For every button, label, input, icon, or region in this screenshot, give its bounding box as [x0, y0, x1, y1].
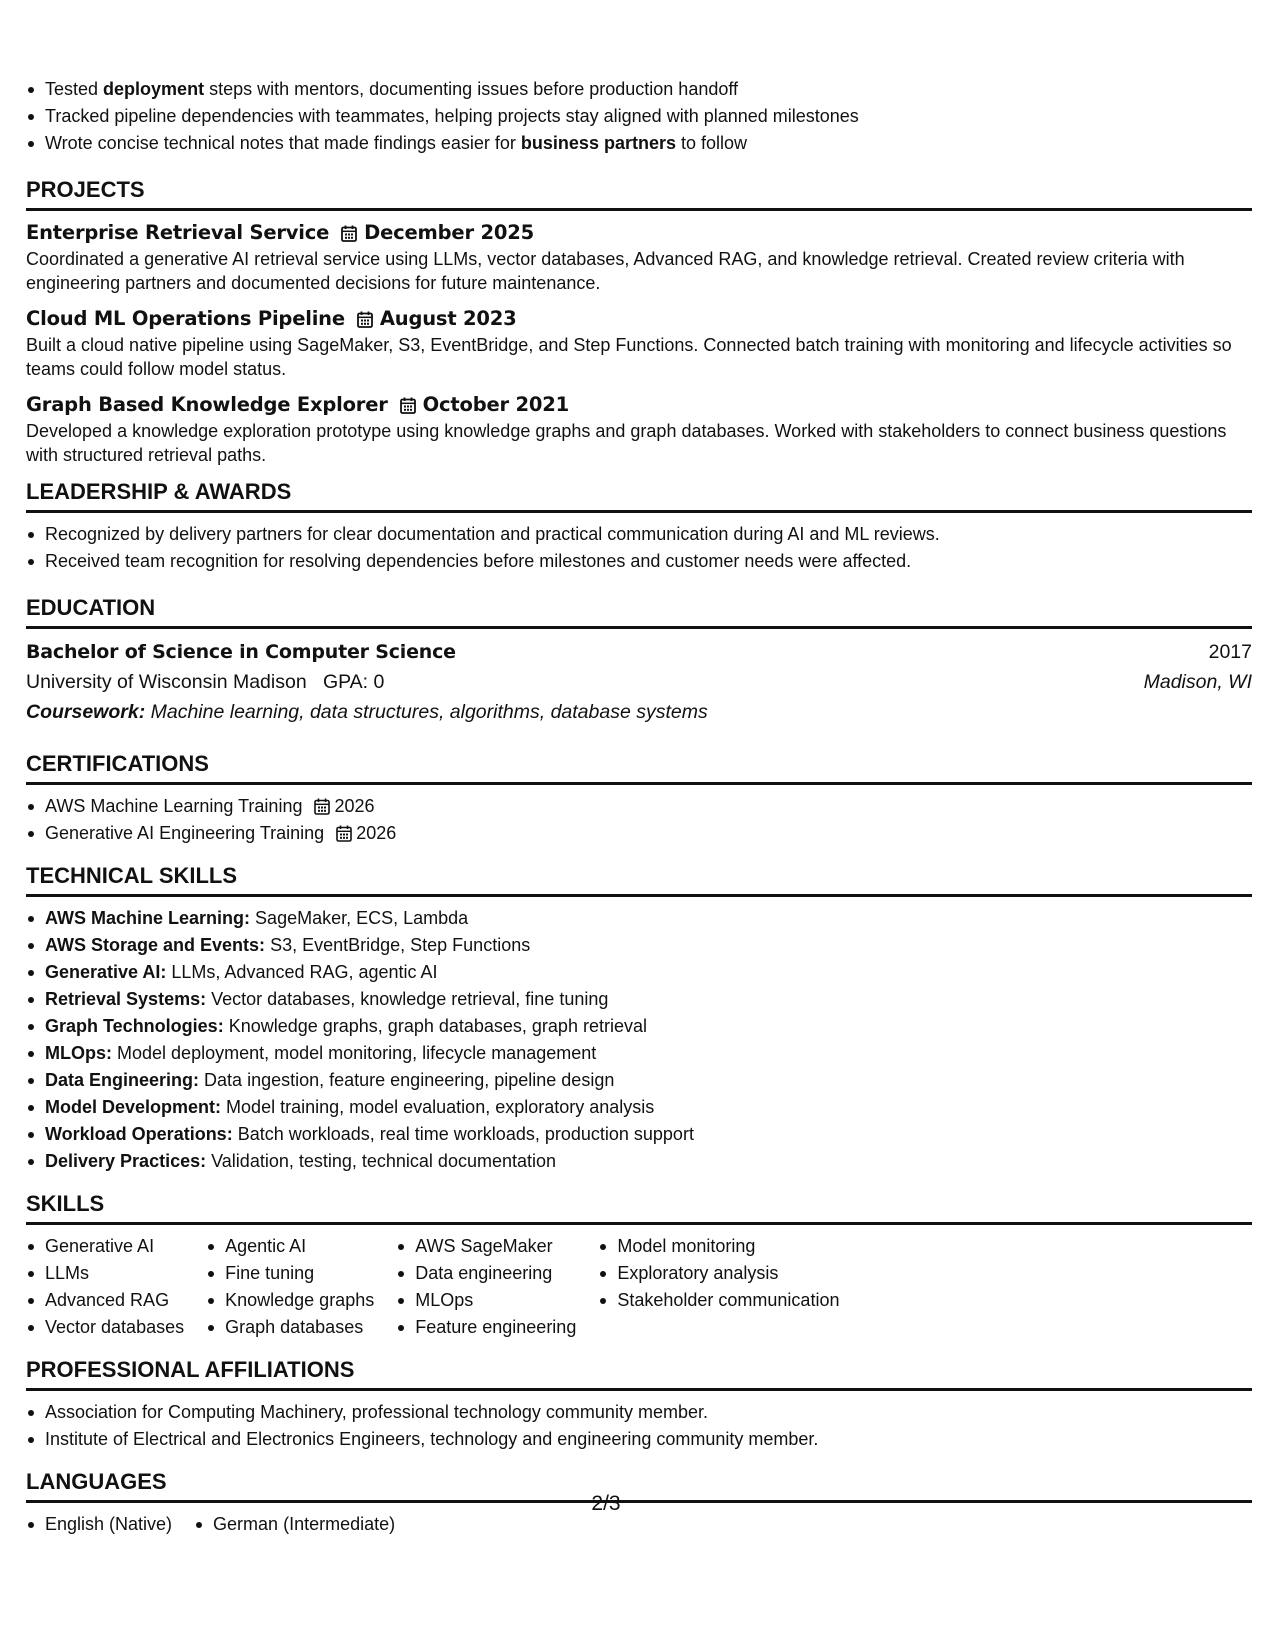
project-item: [26, 305, 1252, 381]
list-item: MLOps: Model deployment, model monitoring, lifecycle management: [26, 1040, 1252, 1067]
list-item: Tracked pipeline dependencies with teammates, helping projects stay aligned with planned milestones: [26, 103, 1252, 130]
calendar-icon: [357, 311, 373, 328]
project-name: Graph Based Knowledge Explorer: [26, 393, 388, 416]
list-item: Exploratory analysis: [598, 1260, 839, 1287]
list-item: Delivery Practices: Validation, testing, technical documentation: [26, 1148, 1252, 1175]
list-item: Generative AI: LLMs, Advanced RAG, agentic AI: [26, 959, 1252, 986]
section-divider: [26, 626, 1252, 629]
calendar-icon: [341, 225, 357, 242]
list-item: Stakeholder communication: [598, 1287, 839, 1314]
list-item: LLMs: [26, 1260, 184, 1287]
project-description: Built a cloud native pipeline using SageMaker, S3, EventBridge, and Step Functions. Connected batch training with monitoring and lifecycle activities so teams could follow model status.: [26, 335, 1232, 379]
list-item: AWS SageMaker: [396, 1233, 576, 1260]
section-title-projects: PROJECTS: [26, 177, 145, 202]
list-item: Knowledge graphs: [206, 1287, 374, 1314]
project-date: August 2023: [379, 307, 517, 330]
skills-column: [26, 1233, 184, 1341]
list-item: Workload Operations: Batch workloads, real time workloads, production support: [26, 1121, 1252, 1148]
list-item: German (Intermediate): [194, 1511, 395, 1538]
resume-page: [26, 76, 1252, 1538]
skills-column: [206, 1233, 374, 1341]
leadership-list: [26, 521, 1252, 575]
projects-list: [26, 219, 1252, 467]
education-degree: Bachelor of Science in Computer Science: [26, 641, 456, 663]
project-description: Coordinated a generative AI retrieval service using LLMs, vector databases, Advanced RAG, and knowledge retrieval. Created review criteria with engineering partners and documented decisions for future maintenance.: [26, 249, 1185, 293]
coursework-label: Coursework:: [26, 701, 146, 723]
list-item: Graph Technologies: Knowledge graphs, graph databases, graph retrieval: [26, 1013, 1252, 1040]
list-item: Association for Computing Machinery, professional technology community member.: [26, 1399, 1252, 1426]
certification-name: Generative AI Engineering Training: [45, 823, 325, 843]
calendar-icon: [336, 825, 352, 842]
project-item: [26, 391, 1252, 467]
skills-column: [396, 1233, 576, 1341]
section-title-skills: SKILLS: [26, 1191, 105, 1216]
section-divider: [26, 1222, 1252, 1225]
list-item: Retrieval Systems: Vector databases, knowledge retrieval, fine tuning: [26, 986, 1252, 1013]
list-item: English (Native): [26, 1511, 172, 1538]
project-name: Enterprise Retrieval Service: [26, 221, 330, 244]
calendar-icon: [400, 397, 416, 414]
section-divider: [26, 782, 1252, 785]
list-item: Advanced RAG: [26, 1287, 184, 1314]
project-date: October 2021: [422, 393, 569, 416]
section-title-education: EDUCATION: [26, 595, 156, 620]
list-item: Received team recognition for resolving dependencies before milestones and customer needs were affected.: [26, 548, 1252, 575]
list-item: Model monitoring: [598, 1233, 839, 1260]
education-school: University of Wisconsin Madison: [26, 671, 307, 693]
list-item: Tested deployment steps with mentors, documenting issues before production handoff: [26, 76, 1252, 103]
section-title-affiliations: PROFESSIONAL AFFILIATIONS: [26, 1357, 355, 1382]
list-item: Recognized by delivery partners for clear documentation and practical communication during AI and ML reviews.: [26, 521, 1252, 548]
list-item: Fine tuning: [206, 1260, 374, 1287]
calendar-icon: [314, 798, 330, 815]
affiliations-list: [26, 1399, 1252, 1453]
education-entry: [26, 637, 1252, 727]
list-item: AWS Storage and Events: S3, EventBridge, Step Functions: [26, 932, 1252, 959]
education-year: 2017: [1208, 641, 1252, 663]
education-gpa: GPA: 0: [322, 671, 385, 693]
section-title-technical-skills: TECHNICAL SKILLS: [26, 863, 238, 888]
section-title-certifications: CERTIFICATIONS: [26, 751, 209, 776]
certification-name: AWS Machine Learning Training: [45, 796, 303, 816]
list-item: Feature engineering: [396, 1314, 576, 1341]
section-divider: [26, 894, 1252, 897]
section-divider: [26, 510, 1252, 513]
section-title-languages: LANGUAGES: [26, 1469, 167, 1494]
page-number: 2/3: [591, 1492, 621, 1515]
list-item: [26, 820, 1252, 847]
list-item: Institute of Electrical and Electronics Engineers, technology and engineering community member.: [26, 1426, 1252, 1453]
coursework-list: Machine learning, data structures, algorithms, database systems: [150, 701, 708, 723]
list-item: Generative AI: [26, 1233, 184, 1260]
skills-grid: [26, 1233, 1252, 1341]
skills-column: [598, 1233, 839, 1341]
certifications-list: [26, 793, 1252, 847]
section-divider: [26, 208, 1252, 211]
list-item: Vector databases: [26, 1314, 184, 1341]
list-item: Wrote concise technical notes that made findings easier for business partners to follow: [26, 130, 1252, 157]
list-item: [26, 793, 1252, 820]
project-item: [26, 219, 1252, 295]
section-title-leadership: LEADERSHIP & AWARDS: [26, 479, 292, 504]
technical-skills-list: [26, 905, 1252, 1175]
list-item: Graph databases: [206, 1314, 374, 1341]
experience-bullets: [26, 76, 1252, 157]
list-item: Model Development: Model training, model evaluation, exploratory analysis: [26, 1094, 1252, 1121]
project-date: December 2025: [364, 221, 534, 244]
certification-year: 2026: [334, 796, 375, 816]
project-name: Cloud ML Operations Pipeline: [26, 307, 345, 330]
certification-year: 2026: [356, 823, 397, 843]
list-item: Agentic AI: [206, 1233, 374, 1260]
list-item: AWS Machine Learning: SageMaker, ECS, Lambda: [26, 905, 1252, 932]
project-description: Developed a knowledge exploration prototype using knowledge graphs and graph databases. Worked with stakeholders to connect business questions with structured retrieval paths.: [26, 421, 1227, 465]
list-item: Data engineering: [396, 1260, 576, 1287]
list-item: MLOps: [396, 1287, 576, 1314]
list-item: Data Engineering: Data ingestion, feature engineering, pipeline design: [26, 1067, 1252, 1094]
education-location: Madison, WI: [1143, 671, 1252, 693]
section-divider: [26, 1388, 1252, 1391]
